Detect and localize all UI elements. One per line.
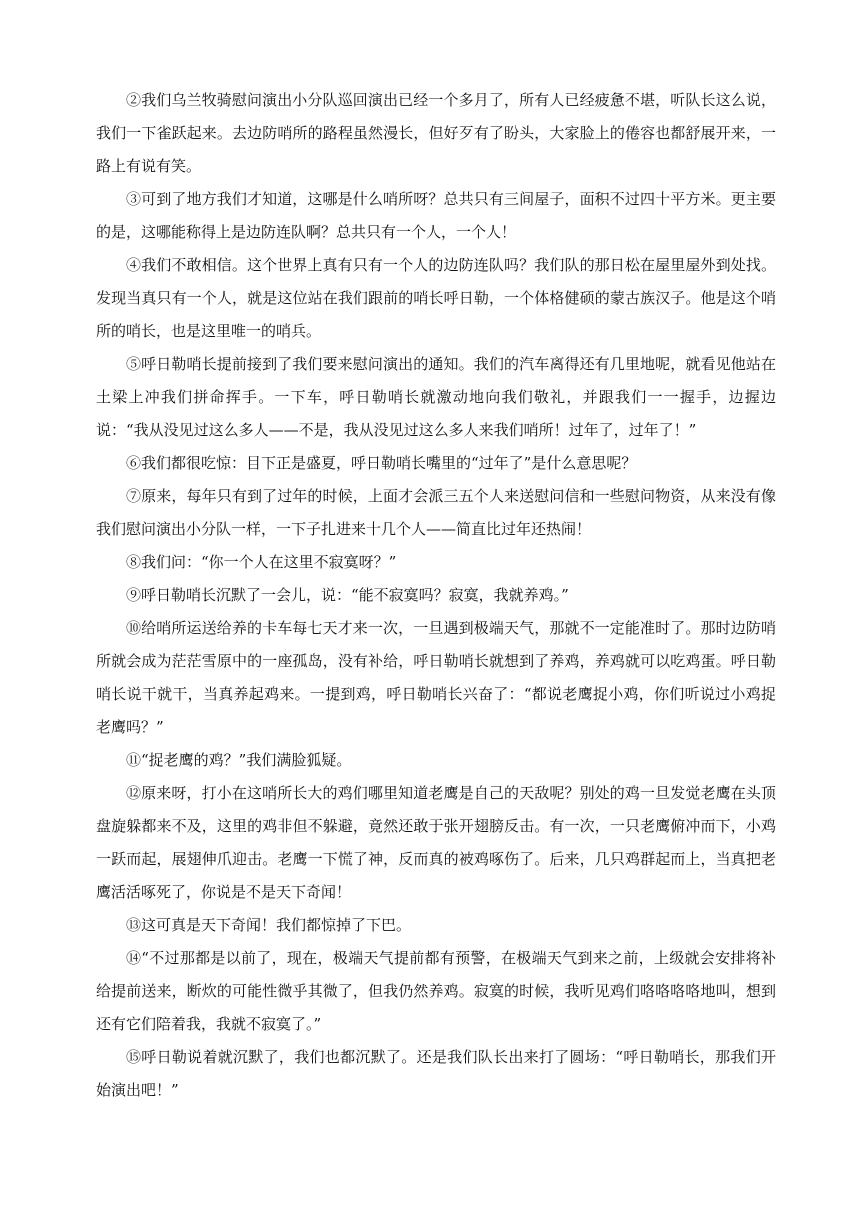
paragraph-13: ⑬这可真是天下奇闻！我们都惊掉了下巴。 (126, 916, 412, 934)
paragraph-12: ⑫原来呀，打小在这哨所长大的鸡们哪里知道老鹰是自己的天敌呢？别处的鸡一旦发觉老鹰在头顶盘旋躲都来不及，这里的鸡非但不躲避，竟然还敢于张开翅膀反击。有一次，一只老鹰俯冲而下，小鸡一跃而起，展翅伸爪迎击。老鹰一下慌了神，反而真的被鸡啄伤了。后来，几只鸡群起而上，当真把老鹰活活啄死了，你说是不是天下奇闻！ (96, 784, 776, 901)
paragraph-4: ④我们不敢相信。这个世界上真有只有一个人的边防连队吗？我们队的那日松在屋里屋外到处找。发现当真只有一个人，就是这位站在我们跟前的哨长呼日勒，一个体格健硕的蒙古族汉子。他是这个哨所的哨长，也是这里唯一的哨兵。 (96, 256, 776, 340)
paragraph-8: ⑧我们问：“你一个人在这里不寂寞呀？” (126, 553, 397, 571)
paragraph-2: ②我们乌兰牧骑慰问演出小分队巡回演出已经一个多月了，所有人已经疲惫不堪，听队长这么说，我们一下雀跃起来。去边防哨所的路程虽然漫长，但好歹有了盼头，大家脸上的倦容也都舒展开来，一路上有说有笑。 (96, 91, 776, 175)
paragraph-14: ⑭“不过那都是以前了，现在，极端天气提前都有预警，在极端天气到来之前，上级就会安排将补给提前送来，断炊的可能性微乎其微了，但我仍然养鸡。寂寞的时候，我听见鸡们咯咯咯咯地叫，想到还有它们陪着我，我就不寂寞了。” (96, 949, 776, 1033)
paragraph-6: ⑥我们都很吃惊：目下正是盛夏，呼日勒哨长嘴里的“过年了”是什么意思呢？ (126, 454, 637, 472)
paragraph-10: ⑩给哨所运送给养的卡车每七天才来一次，一旦遇到极端天气，那就不一定能准时了。那时边防哨所就会成为茫茫雪原中的一座孤岛，没有补给，呼日勒哨长就想到了养鸡，养鸡就可以吃鸡蛋。呼日勒哨长说干就干，当真养起鸡来。一提到鸡，呼日勒哨长兴奋了：“都说老鹰捉小鸡，你们听说过小鸡捉老鹰吗？” (96, 619, 776, 736)
paragraph-7: ⑦原来，每年只有到了过年的时候，上面才会派三五个人来送慰问信和一些慰问物资，从来没有像我们慰问演出小分队一样，一下子扎进来十几个人——简直比过年还热闹！ (96, 487, 776, 538)
paragraph-15: ⑮呼日勒说着就沉默了，我们也都沉默了。还是我们队长出来打了圆场：“呼日勒哨长，那我们开始演出吧！” (96, 1048, 776, 1099)
paragraph-11: ⑪“捉老鹰的鸡？”我们满脸狐疑。 (126, 751, 352, 769)
paragraph-9: ⑨呼日勒哨长沉默了一会儿，说：“能不寂寞吗？寂寞，我就养鸡。” (126, 586, 569, 604)
paragraph-3: ③可到了地方我们才知道，这哪是什么哨所呀？总共只有三间屋子，面积不过四十平方米。更主要的是，这哪能称得上是边防连队啊？总共只有一个人，一个人！ (96, 190, 776, 241)
paragraph-5: ⑤呼日勒哨长提前接到了我们要来慰问演出的通知。我们的汽车离得还有几里地呢，就看见他站在土梁上冲我们拼命挥手。一下车，呼日勒哨长就激动地向我们敬礼，并跟我们一一握手，边握边说：“我从没见过这么多人——不是，我从没见过这么多人来我们哨所！过年了，过年了！” (96, 355, 776, 439)
